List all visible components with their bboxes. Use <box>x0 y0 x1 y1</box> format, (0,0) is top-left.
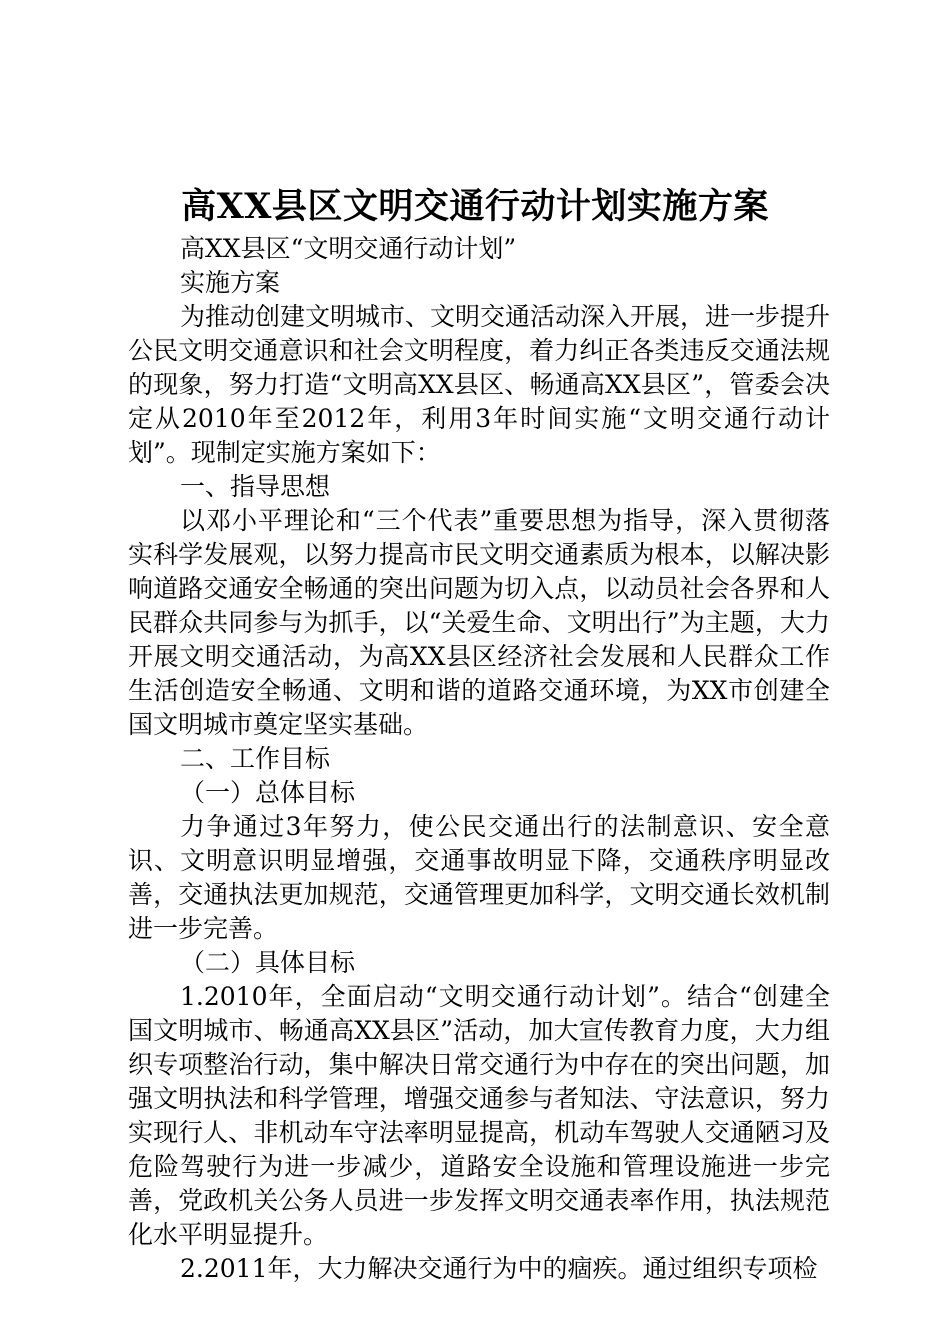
subtitle-line-2: 实施方案 <box>180 268 281 297</box>
overall-goals-paragraph: 力争通过3年努力，使公民交通出行的法制意识、安全意识、文明意识明显增强，交通事故明显下降，交通秩序明显改善，交通执法更加规范，交通管理更加科学，文明交通长效机制进一步完善。 <box>128 812 830 943</box>
section-heading-guiding-thought: 一、指导思想 <box>180 472 331 501</box>
subtitle-line-1: 高XX县区“文明交通行动计划” <box>180 234 517 263</box>
specific-goal-2010-paragraph: 1.2010年，全面启动“文明交通行动计划”。结合“创建全国文明城市、畅通高XX县区”活动，加大宣传教育力度，大力组织专项整治行动，集中解决日常交通行为中存在的突出问题，加强文明执法和科学管理，增强交通参与者知法、守法意识，努力实现行人、非机动车守法率明显提高，机动车驾驶人交通陋习及危险驾驶行为进一步减少，道路安全设施和管理设施进一步完善，党政机关公务人员进一步发挥文明交通表率作用，执法规范化水平明显提升。 <box>128 982 830 1249</box>
subheading-specific-goals: （二）具体目标 <box>180 948 356 977</box>
document-title: 高XX县区文明交通行动计划实施方案 <box>181 186 769 227</box>
specific-goal-2011-paragraph: 2.2011年，大力解决交通行为中的痼疾。通过组织专项检 <box>180 1254 818 1283</box>
section-heading-work-goals: 二、工作目标 <box>180 744 331 773</box>
intro-paragraph: 为推动创建文明城市、文明交通活动深入开展，进一步提升公民文明交通意识和社会文明程度，着力纠正各类违反交通法规的现象，努力打造“文明高XX县区、畅通高XX县区”，管委会决定从2010年至2012年，利用3年时间实施“文明交通行动计划”。现制定实施方案如下： <box>128 302 831 467</box>
document-body <box>128 232 830 1286</box>
guiding-thought-paragraph: 以邓小平理论和“三个代表”重要思想为指导，深入贯彻落实科学发展观，以努力提高市民文明交通素质为根本，以解决影响道路交通安全畅通的突出问题为切入点，以动员社会各界和人民群众共同参与为抓手，以“关爱生命、文明出行”为主题，大力开展文明交通活动，为高XX县区经济社会发展和人民群众工作生活创造安全畅通、文明和谐的道路交通环境，为XX市创建全国文明城市奠定坚实基础。 <box>128 506 830 739</box>
subheading-overall-goals: （一）总体目标 <box>180 778 356 807</box>
